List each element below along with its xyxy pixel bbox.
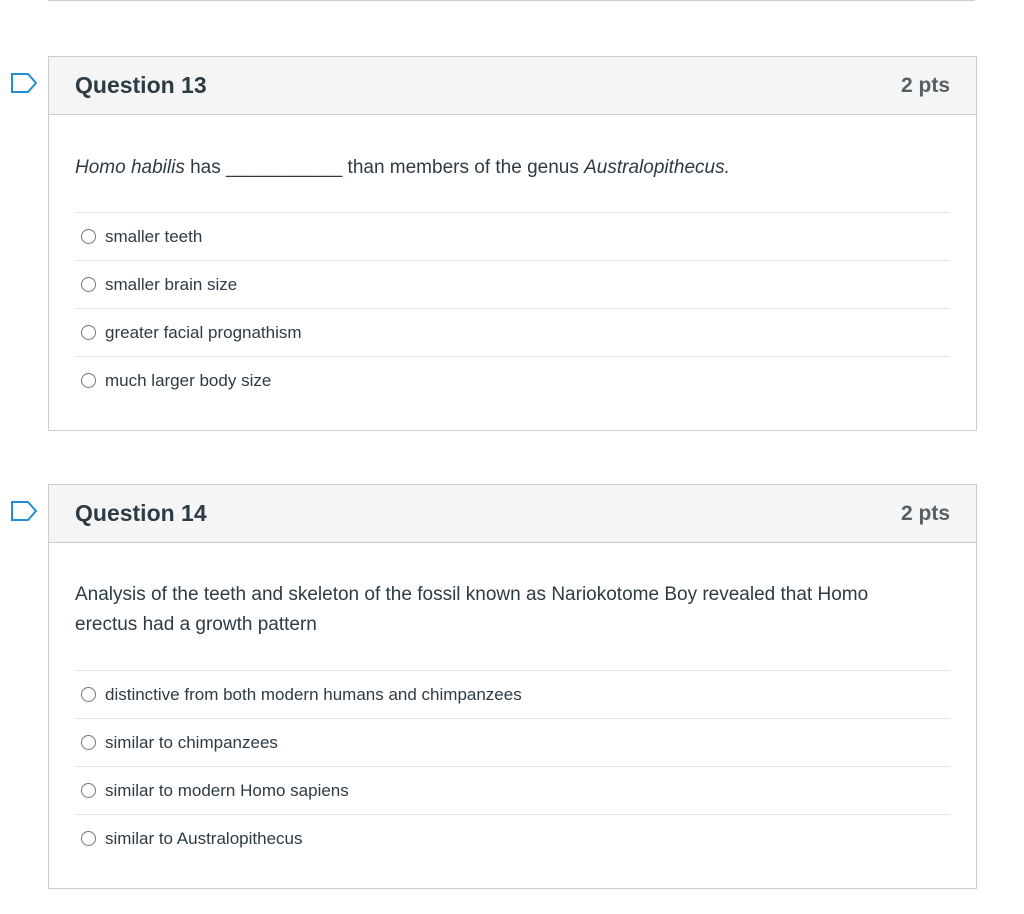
question-13-points: 2 pts (900, 73, 950, 97)
answer-option[interactable] (75, 719, 950, 767)
question-14-points: 2 pts (900, 501, 950, 525)
previous-question-card-edge (48, 0, 975, 1)
answer-option[interactable] (75, 671, 950, 719)
question-13-text-middle: has ___________ than members of the genus (184, 157, 585, 178)
answer-label[interactable]: smaller brain size (105, 274, 238, 294)
radio-button[interactable] (81, 687, 96, 702)
question-13-text-genus: Australopithecus. (584, 157, 730, 178)
radio-button[interactable] (81, 373, 96, 388)
question-13-title: Question 13 (75, 72, 207, 98)
answer-label[interactable]: similar to modern Homo sapiens (105, 780, 349, 800)
answer-option[interactable] (75, 815, 950, 862)
question-13-text-species: Homo habilis (75, 157, 185, 178)
question-14-header (49, 485, 976, 543)
answer-label[interactable]: similar to Australopithecus (105, 828, 303, 848)
flag-question-13-icon[interactable] (10, 72, 38, 94)
question-14-text: Analysis of the teeth and skeleton of the fossil known as Nariokotome Boy revealed that Homo erectus had a growth pattern (75, 584, 869, 635)
answer-label[interactable]: much larger body size (105, 370, 272, 390)
radio-button[interactable] (81, 735, 96, 750)
radio-button[interactable] (81, 277, 96, 292)
answer-option[interactable] (75, 767, 950, 815)
question-13-card (48, 56, 977, 431)
question-14-title: Question 14 (75, 500, 207, 526)
question-13-text (75, 115, 950, 212)
radio-button[interactable] (81, 831, 96, 846)
question-13-answers (75, 212, 950, 404)
radio-button[interactable] (81, 783, 96, 798)
answer-option[interactable] (75, 357, 950, 404)
answer-label[interactable]: greater facial prognathism (105, 322, 302, 342)
answer-option[interactable] (75, 309, 950, 357)
answer-option[interactable] (75, 261, 950, 309)
radio-button[interactable] (81, 325, 96, 340)
answer-label[interactable]: smaller teeth (105, 226, 203, 246)
flag-question-14-icon[interactable] (10, 500, 38, 522)
question-14-answers (75, 670, 950, 862)
question-13-header (49, 57, 976, 115)
radio-button[interactable] (81, 229, 96, 244)
question-14-card (48, 484, 977, 889)
answer-label[interactable]: similar to chimpanzees (105, 732, 278, 752)
answer-label[interactable]: distinctive from both modern humans and chimpanzees (105, 684, 522, 704)
answer-option[interactable] (75, 213, 950, 261)
